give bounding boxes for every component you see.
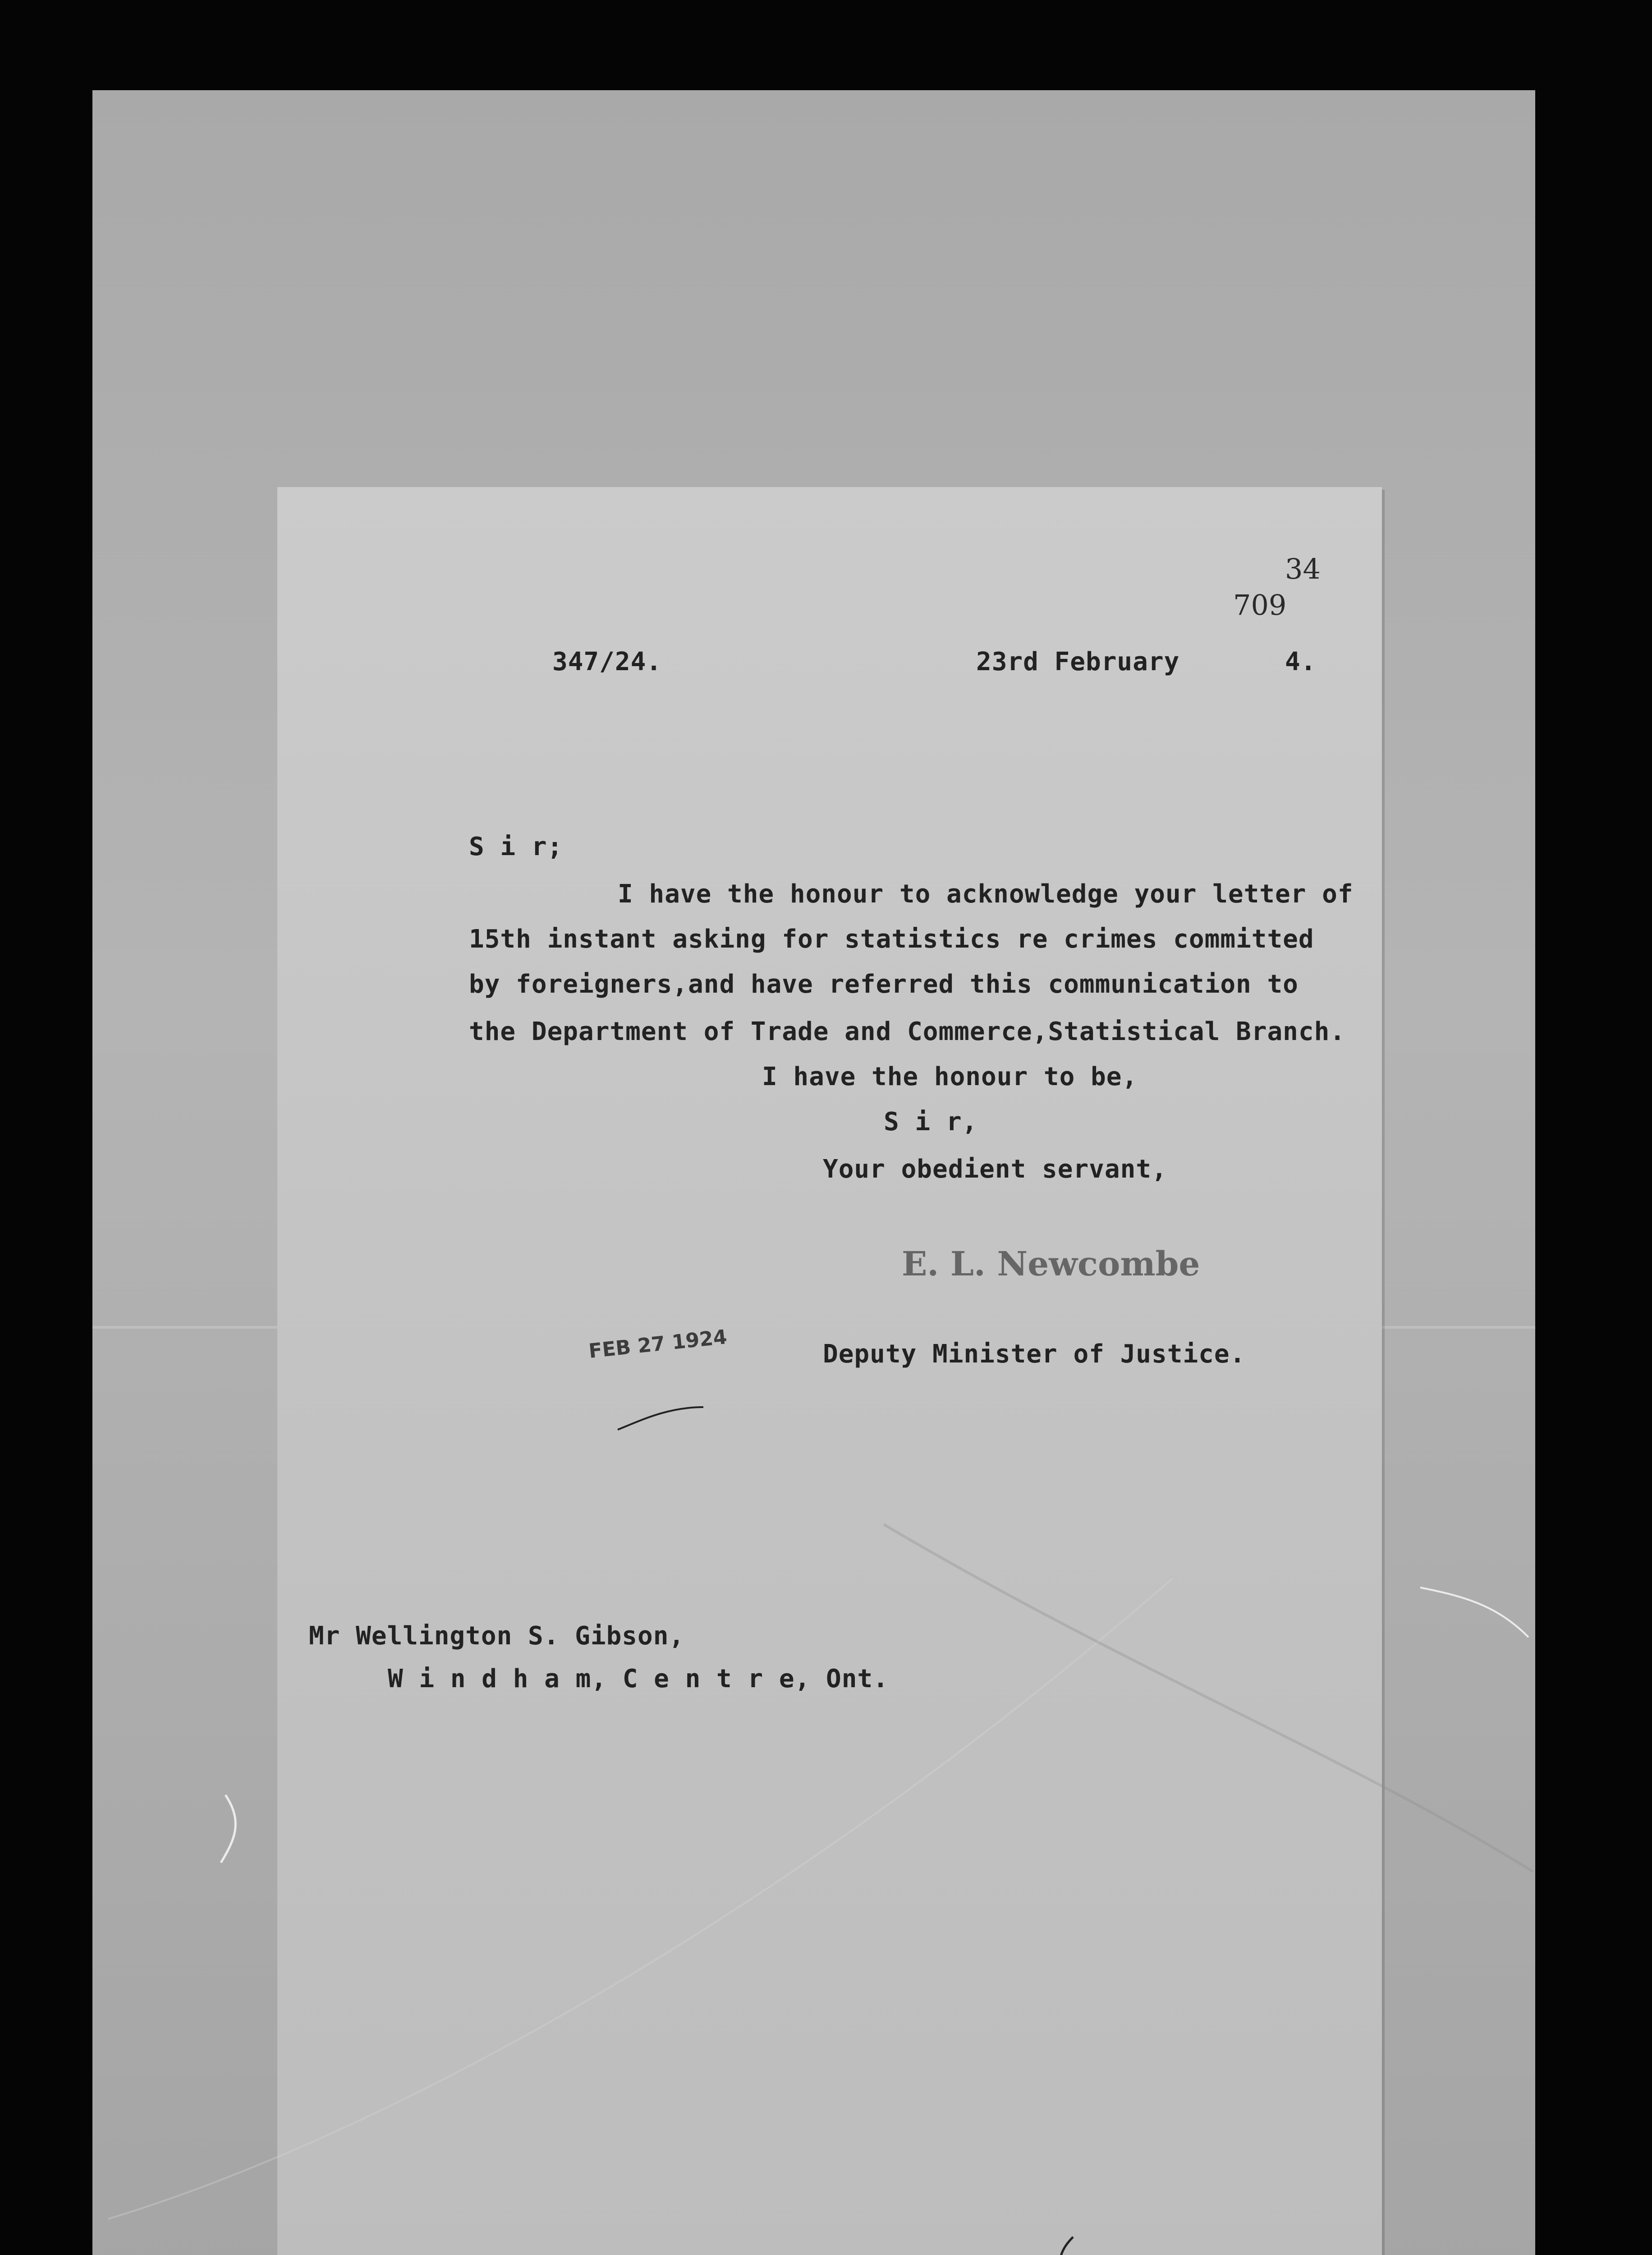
salutation: S i r; bbox=[469, 832, 563, 861]
signature-stamp: E. L. Newcombe bbox=[902, 1245, 1200, 1284]
addressee-place: W i n d h a m, C e n t r e, Ont. bbox=[388, 1664, 889, 1694]
letter-date: 23rd February bbox=[976, 647, 1180, 676]
body-line: 15th instant asking for statistics re crimes committed bbox=[469, 925, 1314, 954]
page-number-34: 34 bbox=[1285, 552, 1321, 585]
body-line: the Department of Trade and Commerce,Statistical Branch. bbox=[469, 1017, 1346, 1046]
closing-line: S i r, bbox=[884, 1107, 978, 1137]
file-reference: 347/24. bbox=[552, 647, 662, 676]
closing-line: Your obedient servant, bbox=[823, 1155, 1167, 1184]
body-line: by foreigners,and have referred this communication to bbox=[469, 970, 1299, 999]
received-date-stamp: FEB 27 1924 bbox=[587, 1325, 728, 1363]
page-number-709: 709 bbox=[1233, 589, 1287, 621]
closing-line: I have the honour to be, bbox=[762, 1062, 1138, 1091]
body-line: I have the honour to acknowledge your letter of bbox=[618, 879, 1354, 909]
signatory-title: Deputy Minister of Justice. bbox=[823, 1339, 1246, 1369]
letter-date-year: 4. bbox=[1285, 647, 1317, 676]
addressee-name: Mr Wellington S. Gibson, bbox=[309, 1621, 685, 1651]
